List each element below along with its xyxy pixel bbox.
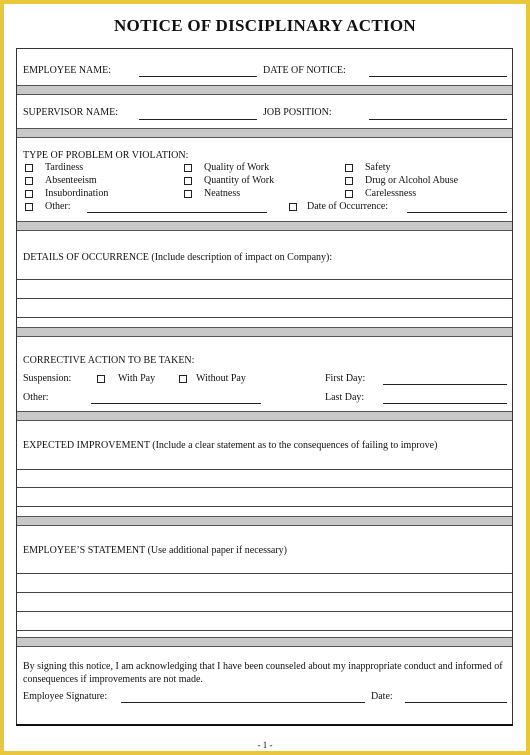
neatness-checkbox[interactable] [184,190,192,198]
without-pay-label: Without Pay [196,373,246,384]
details-line[interactable] [17,317,512,318]
quantity-of-work-label: Quantity of Work [204,175,275,186]
neatness-label: Neatness [204,188,241,199]
form-page [4,4,526,751]
section-divider [17,516,512,526]
employee-name-field[interactable] [139,76,257,77]
without-pay-checkbox[interactable] [179,375,187,383]
date-of-occurrence-checkbox[interactable] [289,203,297,211]
other-violation-checkbox[interactable] [25,203,33,211]
tardiness-label: Tardiness [45,162,84,173]
section-divider [17,128,512,138]
safety-label: Safety [365,162,391,173]
date-of-occurrence-field[interactable] [407,212,507,213]
section-divider [17,411,512,421]
page-title: NOTICE OF DISCIPLINARY ACTION [113,16,417,35]
carelessness-label: Carelessness [365,188,417,199]
improvement-line[interactable] [17,487,512,488]
footer-rule [16,724,513,726]
quality-of-work-label: Quality of Work [204,162,270,173]
date-of-occurrence-label: Date of Occurrence: [307,201,389,212]
signature-field[interactable] [121,702,365,703]
carelessness-checkbox[interactable] [345,190,353,198]
absenteeism-checkbox[interactable] [25,177,33,185]
other-action-label: Other: [23,392,49,403]
first-day-label: First Day: [325,373,366,384]
drug-alcohol-checkbox[interactable] [345,177,353,185]
acknowledgement-text: By signing this notice, I am acknowledging that I have been counseled about my inappropriate conduct and informed of consequences if improvements are not made. [23,661,503,685]
signature-label: Employee Signature: [23,691,108,702]
supervisor-name-label: SUPERVISOR NAME: [23,107,119,118]
with-pay-checkbox[interactable] [97,375,105,383]
other-action-field[interactable] [91,403,261,404]
date-of-notice-label: DATE OF NOTICE: [263,65,346,76]
last-day-label: Last Day: [325,392,365,403]
insubordination-checkbox[interactable] [25,190,33,198]
page-number: - 1 - [257,740,273,750]
statement-heading: EMPLOYEE’S STATEMENT (Use additional paper if necessary) [23,545,287,556]
insubordination-label: Insubordination [45,188,109,199]
corrective-heading: CORRECTIVE ACTION TO BE TAKEN: [23,355,195,366]
first-day-field[interactable] [383,384,507,385]
last-day-field[interactable] [383,403,507,404]
absenteeism-label: Absenteeism [45,175,97,186]
section-divider [17,637,512,647]
tardiness-checkbox[interactable] [25,164,33,172]
details-line[interactable] [17,279,512,280]
disciplinary-form [16,48,513,726]
section-divider [17,327,512,337]
violation-heading: TYPE OF PROBLEM OR VIOLATION: [23,150,189,161]
drug-alcohol-label: Drug or Alcohol Abuse [365,175,459,186]
job-position-field[interactable] [369,119,507,120]
supervisor-name-field[interactable] [139,119,257,120]
other-violation-label: Other: [45,201,71,212]
improvement-line[interactable] [17,469,512,470]
statement-line[interactable] [17,611,512,612]
improvement-line[interactable] [17,506,512,507]
date-of-notice-field[interactable] [369,76,507,77]
statement-line[interactable] [17,573,512,574]
quality-of-work-checkbox[interactable] [184,164,192,172]
section-divider [17,221,512,231]
section-divider [17,85,512,95]
details-heading: DETAILS OF OCCURRENCE (Include description of impact on Company): [23,252,333,263]
employee-name-label: EMPLOYEE NAME: [23,65,112,76]
signature-date-label: Date: [371,691,393,702]
other-violation-field[interactable] [87,212,267,213]
safety-checkbox[interactable] [345,164,353,172]
quantity-of-work-checkbox[interactable] [184,177,192,185]
improvement-heading: EXPECTED IMPROVEMENT (Include a clear statement as to the consequences of failing to improve) [23,440,438,451]
with-pay-label: With Pay [118,373,156,384]
statement-line[interactable] [17,592,512,593]
suspension-label: Suspension: [23,373,72,384]
statement-line[interactable] [17,630,512,631]
details-line[interactable] [17,298,512,299]
signature-date-field[interactable] [405,702,507,703]
job-position-label: JOB POSITION: [263,107,332,118]
